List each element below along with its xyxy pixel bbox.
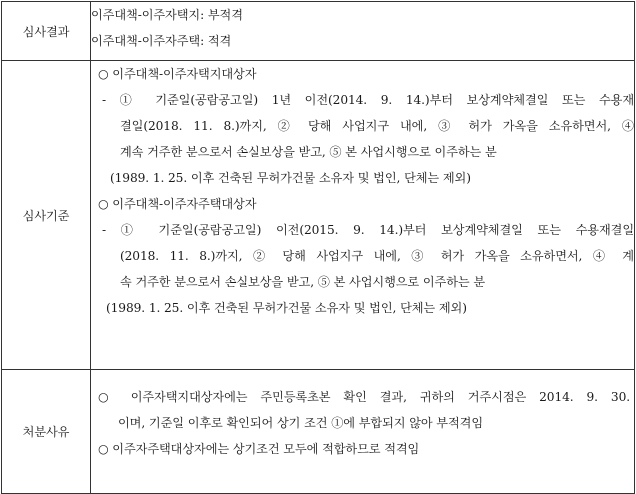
criteria-label: 심사기준 [2, 61, 91, 370]
reason-label: 처분사유 [2, 370, 91, 494]
review-result-table [1, 1, 635, 494]
criteria-heading-land: ○ 이주대책-이주자택지대상자 [98, 67, 257, 81]
reason-housing-line: ○ 이주자주택대상자에는 상기조건 모두에 적합하므로 적격임 [98, 442, 420, 456]
result-row [2, 2, 635, 61]
reason-land-line-2: 이며, 기준일 이후로 확인되어 상기 조건 ①에 부합되지 않아 부적격임 [118, 416, 484, 430]
criteria-row [2, 61, 635, 370]
reason-row [2, 370, 635, 494]
reason-land-line-1: ○ 이주자택지대상자에는 주민등록초본 확인 결과, 귀하의 거주시점은 2014. 9. 30. [98, 390, 630, 404]
result-line-housing: 이주대책-이주자주택: 적격 [91, 34, 232, 48]
criteria-land-line-1: - ① 기준일(공람공고일) 1년 이전(2014. 9. 14.)부터 보상계약체결일 또는 수용재 [102, 93, 634, 107]
criteria-housing-line-2: (2018. 11. 8.)까지, ② 당해 사업지구 내에, ③ 허가 가옥을 소유하면서, ④ 계 [120, 249, 634, 263]
criteria-housing-line-1: - ① 기준일(공람공고일) 이전(2015. 9. 14.)부터 보상계약체결일 또는 수용재결일 [102, 223, 634, 237]
criteria-housing-line-3: 속 거주한 분으로서 손실보상을 받고, ⑤ 본 사업시행으로 이주하는 분 [120, 275, 486, 289]
result-label: 심사결과 [2, 2, 91, 61]
criteria-land-line-2: 결일(2018. 11. 8.)까지, ② 당해 사업지구 내에, ③ 허가 가옥을 소유하면서, ④ [120, 119, 634, 133]
criteria-land-line-3: 계속 거주한 분으로서 손실보상을 받고, ⑤ 본 사업시행으로 이주하는 분 [120, 145, 497, 159]
reason-content [91, 370, 635, 494]
criteria-content [91, 61, 635, 370]
criteria-heading-housing: ○ 이주대책-이주자주택대상자 [98, 197, 257, 211]
criteria-housing-exclusion: (1989. 1. 25. 이후 건축된 무허가건물 소유자 및 법인, 단체는 제외) [106, 301, 467, 315]
result-line-land: 이주대책-이주자택지: 부적격 [91, 8, 243, 22]
result-content [91, 2, 635, 61]
criteria-land-exclusion: (1989. 1. 25. 이후 건축된 무허가건물 소유자 및 법인, 단체는 제외) [110, 171, 471, 185]
